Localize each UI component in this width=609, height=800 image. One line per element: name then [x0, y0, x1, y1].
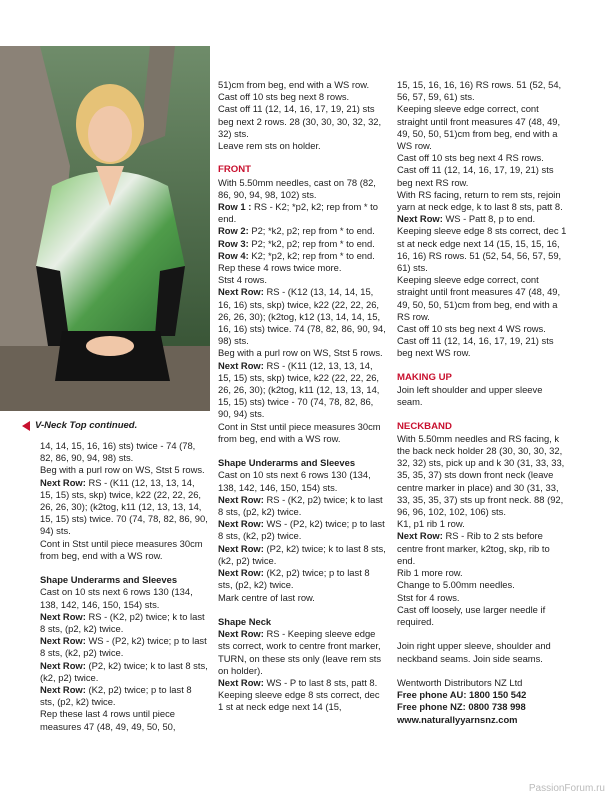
row-text: (K2, p2) twice; p to last 8 sts, (p2, k2) twice.	[40, 684, 192, 708]
paragraph	[218, 238, 386, 250]
paragraph: Rep these 4 rows twice more.	[218, 262, 342, 274]
row-text: P2; *k2, p2; rep from * to end.	[248, 237, 375, 249]
paragraph	[218, 543, 386, 567]
row-text: RS - K2; *p2, k2; rep from * to end.	[218, 201, 378, 225]
row-label: Row 3:	[218, 237, 249, 249]
row-label: Next Row:	[40, 684, 86, 696]
row-label: Row 4:	[218, 249, 249, 261]
woman-photo-icon	[0, 46, 210, 411]
paragraph	[218, 360, 386, 421]
paragraph: Keeping sleeve edge correct, cont straight until front measures 47 (48, 49, 49, 50, 50, 51)cm from beg, end with a WS row.	[397, 103, 561, 152]
paragraph: Cast off 11 (12, 14, 16, 17, 19, 21) sts beg next RS row.	[397, 164, 554, 188]
paragraph: Stst for 4 rows.	[397, 591, 460, 603]
paragraph	[397, 213, 567, 225]
row-text: RS - (K11 (12, 13, 13, 14, 15, 15) sts, skp) twice, k22 (22, 22, 26, 26, 26, 30); (k2tog, k11 (12, 13, 13, 14, 15, 15) sts) twice - 70 (74, 78, 82, 86, 90, 94) sts.	[218, 359, 380, 420]
paragraph: With 5.50mm needles, cast on 78 (82, 86, 90, 94, 98, 102) sts.	[218, 176, 376, 200]
paragraph: 15, 15, 16, 16, 16) RS rows. 51 (52, 54, 56, 57, 59, 61) sts.	[397, 79, 562, 103]
row-label: Next Row:	[218, 518, 264, 530]
paragraph: With RS facing, return to rem sts, rejoin yarn at neck edge, k to last 8 sts, patt 8.	[397, 188, 563, 213]
row-text: RS - (K2, p2) twice; k to last 8 sts, (p2, k2) twice.	[40, 610, 205, 635]
row-text: WS - (P2, k2) twice; p to last 8 sts, (k2, p2) twice.	[218, 518, 385, 542]
paragraph	[40, 635, 208, 659]
section-heading-neckband: NECKBAND	[397, 420, 452, 432]
row-label: Next Row:	[40, 659, 86, 671]
paragraph	[40, 684, 208, 708]
row-text: (P2, k2) twice; k to last 8 sts, (k2, p2) twice.	[218, 542, 386, 566]
website-link[interactable]: www.naturallyyarnsnz.com	[397, 713, 518, 725]
section-heading: Shape Underarms and Sleeves	[218, 457, 356, 469]
row-text: (P2, k2) twice; k to last 8 sts, (k2, p2) twice.	[40, 659, 208, 683]
section-heading-making-up: MAKING UP	[397, 371, 452, 383]
section-heading: Shape Underarms and Sleeves	[40, 574, 178, 586]
caption-row	[22, 420, 137, 431]
paragraph: With 5.50mm needles and RS facing, k the back neck holder 28 (30, 30, 30, 32, 32, 32) sts, pick up and k 30 (31, 33, 33, 35, 35, 37) sts down front neck (leave centre marker in place) and 30 (31, 33, 33, 35, 35, 37) sts up front neck. 88 (92, 96, 96, 102, 102, 106) sts.	[397, 432, 565, 518]
row-text: WS - (P2, k2) twice; p to last 8 sts, (k2, p2) twice.	[40, 635, 207, 659]
paragraph	[40, 611, 208, 635]
row-text: RS - (K11 (12, 13, 13, 14, 15, 15) sts, skp) twice, k22 (22, 22, 26, 26, 26, 30); (k2tog, k11 (12, 13, 13, 14, 15, 15) sts) twice. 70 (74, 78, 82, 86, 90, 94) sts.	[40, 476, 208, 537]
paragraph: Cast off 11 (12, 14, 16, 17, 19, 21) sts beg next 2 rows. 28 (30, 30, 30, 32, 32, 32) sts.	[218, 103, 382, 139]
paragraph	[218, 677, 386, 689]
row-text: P2; *k2, p2; rep from * to end.	[248, 225, 375, 237]
paragraph	[397, 530, 567, 567]
paragraph	[218, 567, 386, 591]
row-label: Next Row:	[218, 359, 264, 371]
paragraph: Keeping sleeve edge correct, cont straight until front measures 47 (48, 49, 49, 50, 50, 51)cm from beg, end with a RS row.	[397, 274, 561, 322]
paragraph	[218, 628, 386, 677]
paragraph	[40, 660, 208, 684]
paragraph	[218, 201, 386, 225]
row-label: Next Row:	[218, 628, 264, 640]
row-label: Next Row:	[40, 635, 86, 647]
row-label: Row 1 :	[218, 201, 252, 213]
row-text: K2; *p2, k2; rep from * to end.	[248, 249, 375, 261]
paragraph: 51)cm from beg, end with a WS row.	[218, 79, 370, 90]
paragraph	[40, 477, 208, 538]
row-label: Next Row:	[218, 493, 264, 505]
paragraph: 14, 14, 15, 16, 16) sts) twice - 74 (78, 82, 86, 90, 94, 98) sts.	[40, 440, 196, 464]
phone-nz: Free phone NZ: 0800 738 998	[397, 701, 526, 713]
paragraph: Cont in Stst until piece measures 30cm from beg, end with a WS row.	[40, 537, 203, 561]
row-text: WS - P to last 8 sts, patt 8.	[263, 676, 378, 688]
paragraph: Join right upper sleeve, shoulder and neckband seams. Join side seams.	[397, 640, 551, 664]
paragraph	[218, 250, 386, 262]
phone-au: Free phone AU: 1800 150 542	[397, 689, 527, 701]
paragraph: Cast off 10 sts beg next 4 RS rows.	[397, 152, 544, 164]
row-text: RS - Rib to 2 sts before centre front marker, k2tog, skp, rib to end.	[397, 530, 550, 566]
row-text: RS - Keeping sleeve edge sts correct, work to centre front marker, TURN, on these sts only (leave rem sts on holder).	[218, 628, 382, 676]
caption-arrow-icon	[22, 421, 30, 431]
section-heading-front: FRONT	[218, 164, 252, 176]
paragraph: Cast off loosely, use larger needle if required.	[397, 603, 546, 627]
paragraph	[218, 286, 386, 347]
column-2	[218, 79, 386, 714]
paragraph: Mark centre of last row.	[218, 591, 315, 603]
paragraph	[218, 494, 386, 518]
column-3	[397, 79, 567, 726]
column-1	[40, 440, 208, 733]
row-label: Row 2:	[218, 225, 249, 237]
paragraph: Cont in Stst until piece measures 30cm from beg, end with a WS row.	[218, 420, 381, 444]
paragraph: Cast on 10 sts next 6 rows 130 (134, 138, 142, 146, 150, 154) sts.	[40, 586, 193, 610]
paragraph: Leave rem sts on holder.	[218, 140, 321, 152]
paragraph: Change to 5.00mm needles.	[397, 579, 515, 591]
distributor-name: Wentworth Distributors NZ Ltd	[397, 676, 523, 688]
paragraph: Keeping sleeve edge 8 sts correct, dec 1 st at neck edge next 14 (15, 15, 15, 16, 16, 16) RS rows. 51 (52, 54, 56, 57, 59, 61) sts.	[397, 225, 567, 274]
paragraph: Keeping sleeve edge 8 sts correct, dec 1 st at neck edge next 14 (15,	[218, 689, 380, 713]
paragraph: Join left shoulder and upper sleeve seam.	[397, 384, 543, 408]
paragraph: Cast off 10 sts beg next 4 WS rows.	[397, 323, 546, 335]
row-label: Next Row:	[397, 213, 443, 225]
row-label: Next Row:	[218, 567, 264, 579]
paragraph: Rib 1 more row.	[397, 567, 463, 579]
paragraph: K1, p1 rib 1 row.	[397, 518, 465, 530]
paragraph: Beg with a purl row on WS, Stst 5 rows.	[40, 464, 205, 476]
row-label: Next Row:	[397, 530, 443, 542]
caption: V-Neck Top continued.	[35, 420, 138, 431]
section-heading: Shape Neck	[218, 615, 272, 627]
row-label: Next Row:	[40, 610, 86, 622]
row-text: (K2, p2) twice; p to last 8 sts, (p2, k2) twice.	[218, 567, 370, 591]
paragraph: Cast on 10 sts next 6 rows 130 (134, 138, 142, 146, 150, 154) sts.	[218, 469, 371, 493]
row-text: RS - (K2, p2) twice; k to last 8 sts, (p2, k2) twice.	[218, 493, 383, 518]
row-label: Next Row:	[218, 676, 264, 688]
row-label: Next Row:	[218, 542, 264, 554]
row-label: Next Row:	[40, 476, 86, 488]
model-photo	[0, 46, 210, 411]
row-label: Next Row:	[218, 286, 264, 298]
paragraph: Cast off 11 (12, 14, 16, 17, 19, 21) sts beg next WS row.	[397, 335, 554, 359]
row-text: WS - Patt 8, p to end.	[442, 213, 536, 225]
row-text: RS - (K12 (13, 14, 14, 15, 16, 16) sts, skp) twice, k22 (22, 22, 26, 26, 26, 30); (k2tog, k12 (13, 14, 14, 15, 16, 16) sts) twice. 74 (78, 82, 86, 90, 94, 98) sts.	[218, 286, 386, 347]
watermark: PassionForum.ru	[528, 783, 605, 794]
paragraph: Cast off 10 sts beg next 8 rows.	[218, 91, 350, 103]
paragraph	[218, 225, 386, 237]
paragraph: Rep these last 4 rows until piece measures 47 (48, 49, 49, 50, 50,	[40, 708, 176, 732]
paragraph	[218, 518, 386, 542]
paragraph: Beg with a purl row on WS, Stst 5 rows.	[218, 347, 383, 359]
paragraph: Stst 4 rows.	[218, 274, 267, 286]
